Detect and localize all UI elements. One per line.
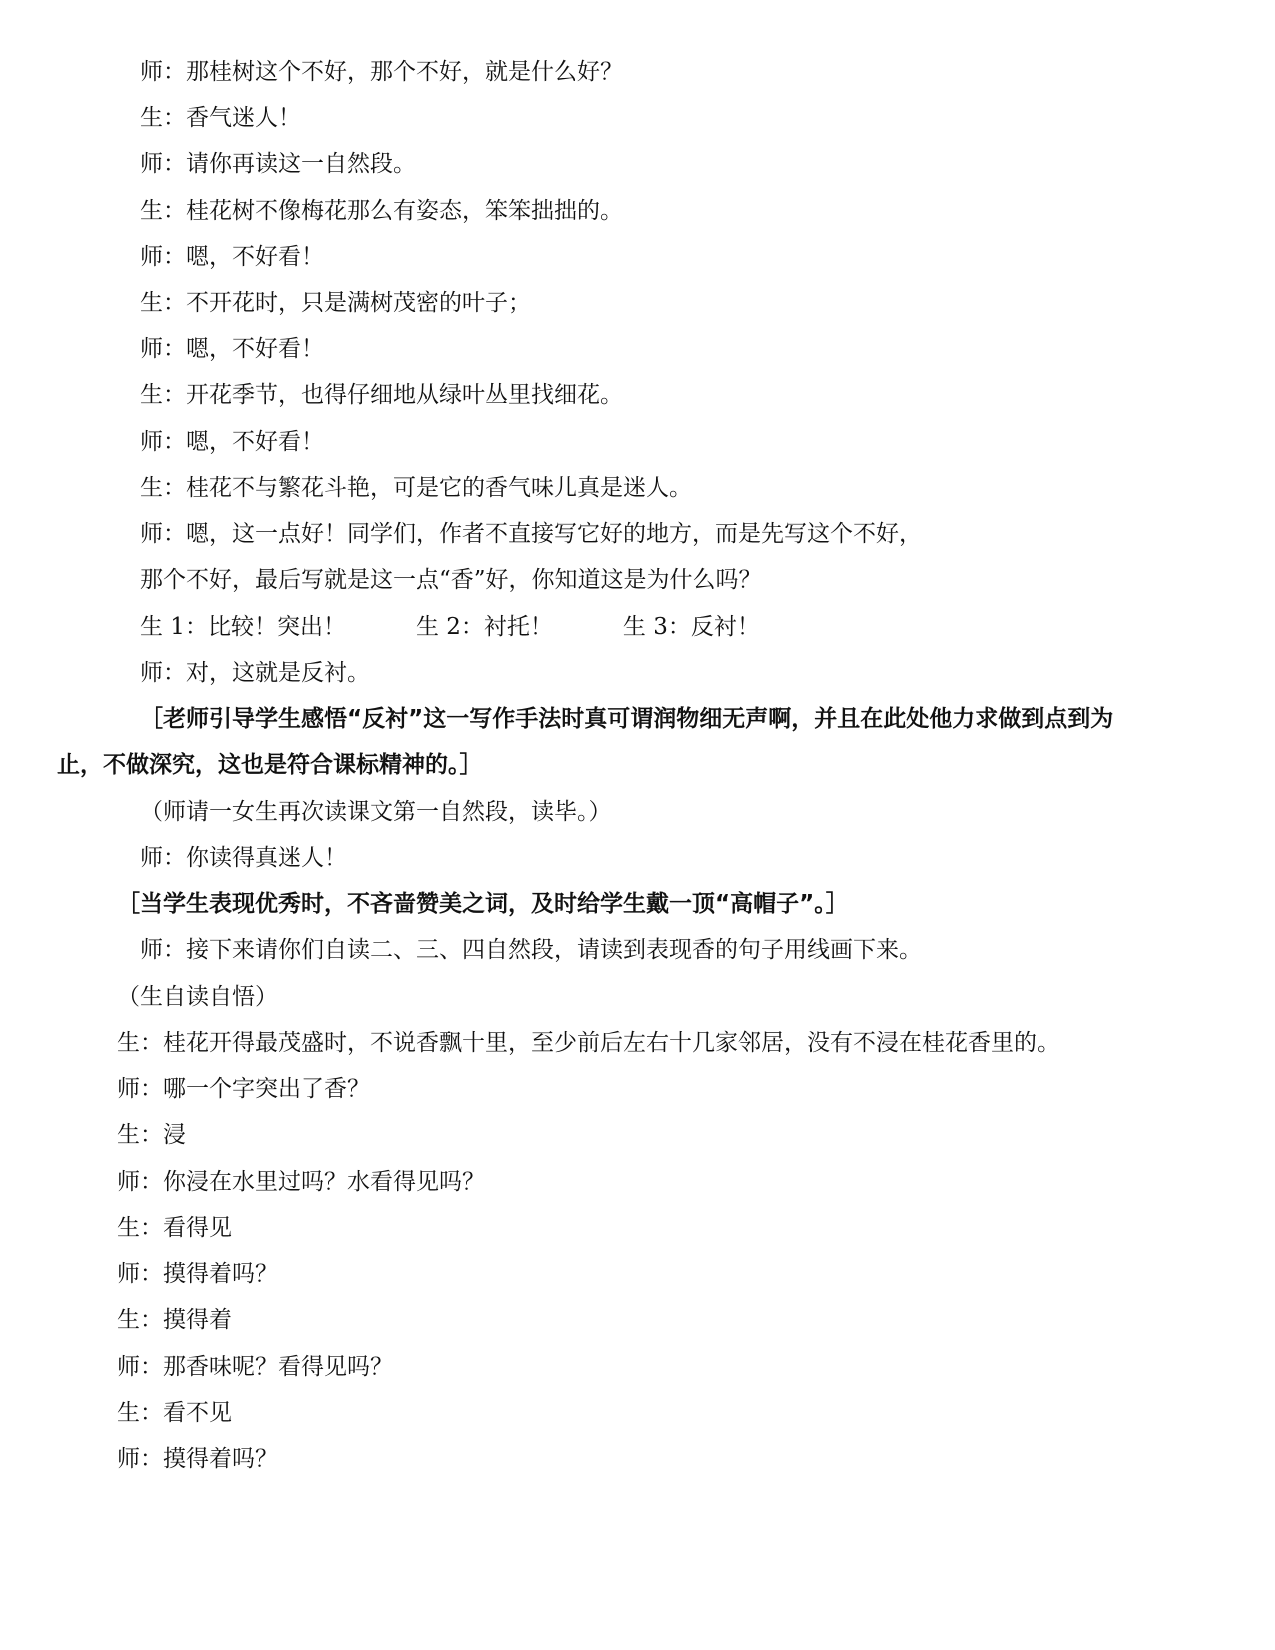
dialogue-line: 师：请你再读这一自然段。 [140,151,416,177]
dialogue-line: 师：嗯，不好看！ [140,429,324,455]
dialogue-line: 生：摸得着 [117,1307,232,1333]
student-answer-1: 生 1：比较！突出！ [140,614,346,640]
dialogue-line: 师：嗯，不好看！ [140,244,324,270]
dialogue-line: 生：开花季节，也得仔细地从绿叶丛里找细花。 [140,382,623,408]
dialogue-line: 那个不好，最后写就是这一点“香”好，你知道这是为什么吗？ [140,567,762,593]
dialogue-line: 生：浸 [117,1122,186,1148]
dialogue-line: 生：看得见 [117,1215,232,1241]
dialogue-line: 师：哪一个字突出了香？ [117,1076,370,1102]
dialogue-line: 生：桂花开得最茂盛时，不说香飘十里，至少前后左右十几家邻居，没有不浸在桂花香里的。 [117,1030,1060,1056]
dialogue-line: 师：你读得真迷人！ [140,845,347,871]
stage-direction: （师请一女生再次读课文第一自然段，读毕。） [140,799,612,825]
dialogue-line: 生：看不见 [117,1400,232,1426]
student-answer-3: 生 3：反衬！ [622,614,760,640]
dialogue-line: 师：嗯，不好看！ [140,336,324,362]
dialogue-line: 生：不开花时，只是满树茂密的叶子； [140,290,531,316]
student-answers-line [140,612,760,642]
dialogue-line: 师：对，这就是反衬。 [140,660,370,686]
commentary-line: ［当学生表现优秀时，不吝啬赞美之词，及时给学生戴一顶“高帽子”。］ [117,891,849,917]
dialogue-line: 生：香气迷人！ [140,105,301,131]
stage-direction: （生自读自悟） [117,984,278,1010]
dialogue-line: 师：摸得着吗？ [117,1261,278,1287]
dialogue-line: 师：那桂树这个不好，那个不好，就是什么好？ [140,59,623,85]
dialogue-line: 生：桂花不与繁花斗艳，可是它的香气味儿真是迷人。 [140,475,692,501]
commentary-line: ［老师引导学生感悟“反衬”这一写作手法时真可谓润物细无声啊，并且在此处他力求做到点到为 [140,706,1114,732]
dialogue-line: 师：嗯，这一点好！同学们，作者不直接写它好的地方，而是先写这个不好， [140,521,922,547]
dialogue-line: 师：那香味呢？看得见吗？ [117,1354,393,1380]
student-answer-2: 生 2：衬托！ [415,614,553,640]
commentary-line: 止，不做深究，这也是符合课标精神的。］ [57,752,483,778]
dialogue-line: 生：桂花树不像梅花那么有姿态，笨笨拙拙的。 [140,198,623,224]
dialogue-line: 师：接下来请你们自读二、三、四自然段，请读到表现香的句子用线画下来。 [140,937,922,963]
dialogue-line: 师：摸得着吗？ [117,1446,278,1472]
dialogue-line: 师：你浸在水里过吗？水看得见吗？ [117,1169,485,1195]
